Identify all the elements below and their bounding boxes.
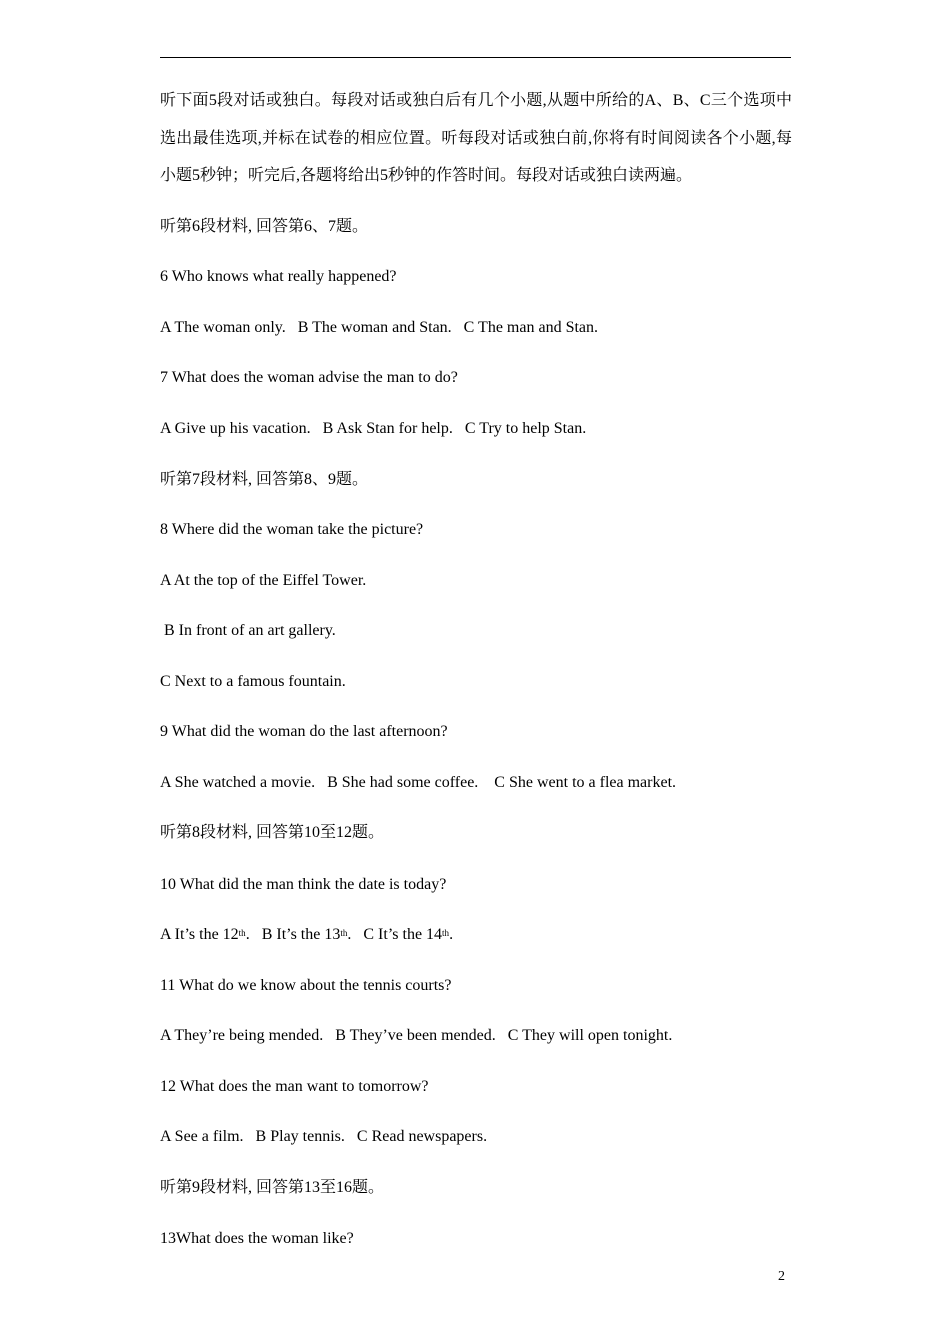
option-b: B It’s the 13th. [261, 926, 352, 943]
question-11: 11 What do we know about the tennis courts? [160, 977, 452, 994]
question-8-option-c: C Next to a famous fountain. [160, 673, 346, 690]
option-a: A It’s the 12th. [160, 926, 250, 943]
question-8-option-b: B In front of an art gallery. [160, 622, 336, 639]
question-6-options [160, 318, 598, 338]
header-rule [160, 57, 791, 58]
section-heading-7: 听第7段材料, 回答第8、9题。 [160, 471, 369, 488]
section-instructions: 听下面5段对话或独白。每段对话或独白后有几个小题,从题中所给的A、B、C三个选项中选出最佳选项,并标在试卷的相应位置。听每段对话或独白前,你将有时间阅读各个小题,每小题5秒钟；听完后,各题将给出5秒钟的作答时间。每段对话或独白读两遍。 [160, 92, 792, 184]
question-12-options [160, 1127, 487, 1147]
question-7: 7 What does the woman advise the man to do? [160, 369, 458, 386]
question-7-options [160, 419, 586, 439]
question-13: 13What does the woman like? [160, 1230, 354, 1247]
option-c: C Try to help Stan. [464, 420, 587, 437]
question-10: 10 What did the man think the date is today? [160, 876, 447, 893]
question-6: 6 Who knows what really happened? [160, 268, 397, 285]
option-b: B She had some coffee. [327, 774, 479, 791]
option-b: B They’ve been mended. [335, 1027, 496, 1044]
option-b: B Ask Stan for help. [322, 420, 453, 437]
option-c: C They will open tonight. [507, 1027, 673, 1044]
option-b: B Play tennis. [255, 1128, 345, 1145]
option-a: A Give up his vacation. [160, 420, 311, 437]
section-heading-6: 听第6段材料, 回答第6、7题。 [160, 218, 369, 235]
question-11-options [160, 1026, 672, 1046]
question-10-options [160, 925, 453, 945]
question-8: 8 Where did the woman take the picture? [160, 521, 424, 538]
question-8-option-a: A At the top of the Eiffel Tower. [160, 572, 367, 589]
question-9-options [160, 773, 676, 793]
question-9: 9 What did the woman do the last afternoon? [160, 723, 448, 740]
page-number: 2 [778, 1269, 785, 1284]
option-a: A The woman only. [160, 319, 286, 336]
section-heading-8: 听第8段材料, 回答第10至12题。 [160, 824, 385, 841]
option-c: C She went to a flea market. [494, 774, 677, 791]
option-c: C Read newspapers. [356, 1128, 488, 1145]
option-c: C It’s the 14th. [363, 926, 454, 943]
option-a: A She watched a movie. [160, 774, 316, 791]
question-12: 12 What does the man want to tomorrow? [160, 1078, 429, 1095]
option-a: A They’re being mended. [160, 1027, 324, 1044]
option-b: B The woman and Stan. [297, 319, 452, 336]
section-heading-9: 听第9段材料, 回答第13至16题。 [160, 1179, 385, 1196]
option-c: C The man and Stan. [463, 319, 599, 336]
option-a: A See a film. [160, 1128, 244, 1145]
